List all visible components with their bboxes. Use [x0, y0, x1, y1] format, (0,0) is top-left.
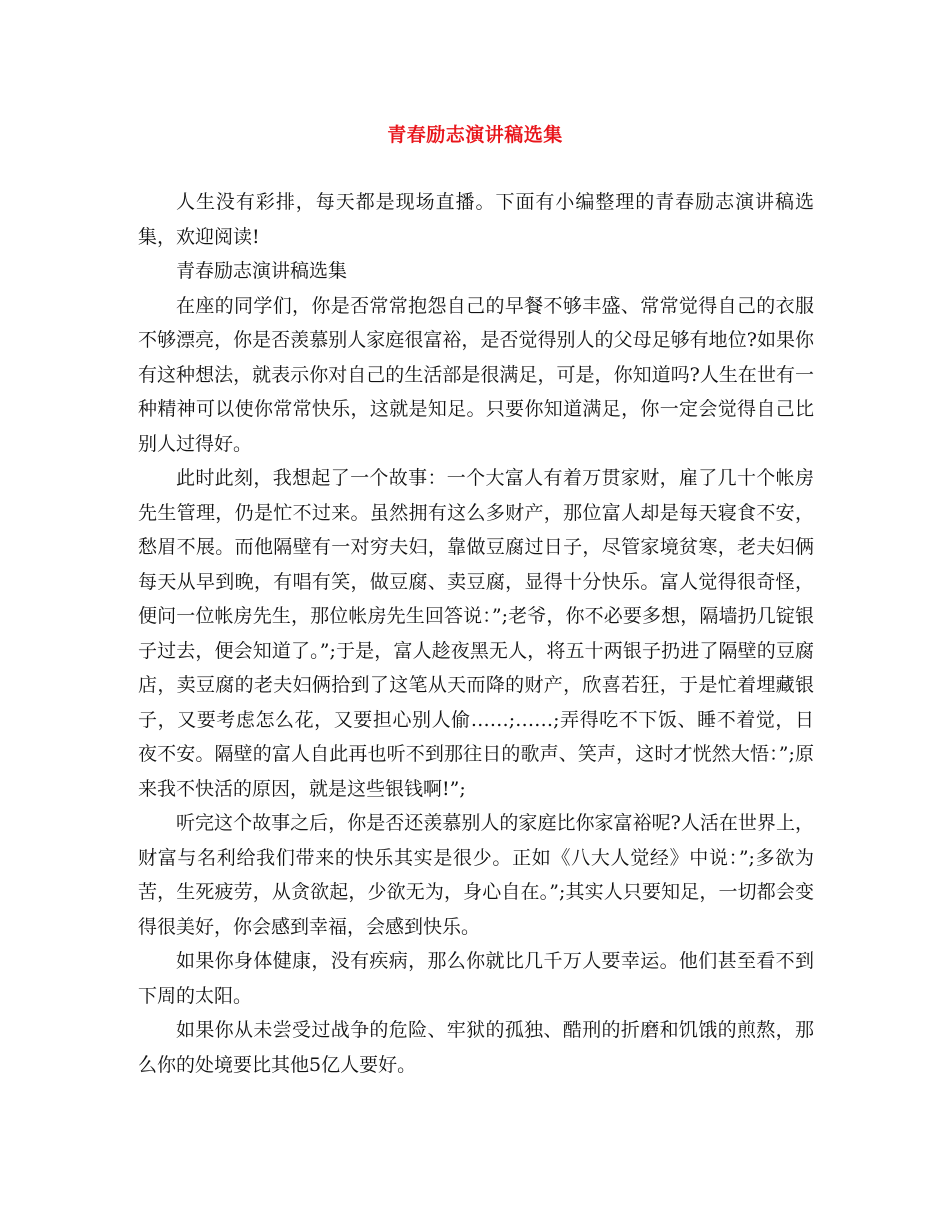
- paragraph: 听完这个故事之后，你是否还羡慕别人的家庭比你家富裕呢?人活在世界上，财富与名利给我们带来的快乐其实是很少。正如《八大人觉经》中说：”;多欲为苦，生死疲劳，从贪欲起，少欲无为，身心自在。”;其实人只要知足，一切都会变得很美好，你会感到幸福，会感到快乐。: [138, 812, 814, 938]
- paragraph: 如果你从未尝受过战争的危险、牢狱的孤独、酷刑的折磨和饥饿的煎熬，那么你的处境要比其他5亿人要好。: [138, 1019, 814, 1076]
- section-subheading: 青春励志演讲稿选集: [176, 260, 348, 282]
- intro-paragraph: 人生没有彩排，每天都是现场直播。下面有小编整理的青春励志演讲稿选集，欢迎阅读!: [138, 191, 814, 248]
- paragraph: 此时此刻，我想起了一个故事：一个大富人有着万贯家财，雇了几十个帐房先生管理，仍是忙不过来。虽然拥有这么多财产，那位富人却是每天寝食不安，愁眉不展。而他隔壁有一对穷夫妇，靠做豆腐过日子，尽管家境贫寒，老夫妇俩每天从早到晚，有唱有笑，做豆腐、卖豆腐，显得十分快乐。富人觉得很奇怪，便问一位帐房先生，那位帐房先生回答说：”;老爷，你不必要多想，隔墙扔几锭银子过去，便会知道了。”;于是，富人趁夜黑无人，将五十两银子扔进了隔壁的豆腐店，卖豆腐的老夫妇俩拾到了这笔从天而降的财产，欣喜若狂，于是忙着埋藏银子，又要考虑怎么花，又要担心别人偷……;……;弄得吃不下饭、睡不着觉，日夜不安。隔壁的富人自此再也听不到那往日的歌声、笑声，这时才恍然大悟：”;原来我不快活的原因，就是这些银钱啊!”;: [138, 467, 814, 800]
- paragraph: 如果你身体健康，没有疾病，那么你就比几千万人要幸运。他们甚至看不到下周的太阳。: [138, 950, 814, 1007]
- document-title: 青春励志演讲稿选集: [387, 124, 563, 146]
- document-body: [138, 185, 814, 1082]
- paragraph: 在座的同学们，你是否常常抱怨自己的早餐不够丰盛、常常觉得自己的衣服不够漂亮，你是否羡慕别人家庭很富裕，是否觉得别人的父母足够有地位?如果你有这种想法，就表示你对自己的生活部是很满足，可是，你知道吗?人生在世有一种精神可以使你常常快乐，这就是知足。只要你知道满足，你一定会觉得自己比别人过得好。: [138, 294, 814, 455]
